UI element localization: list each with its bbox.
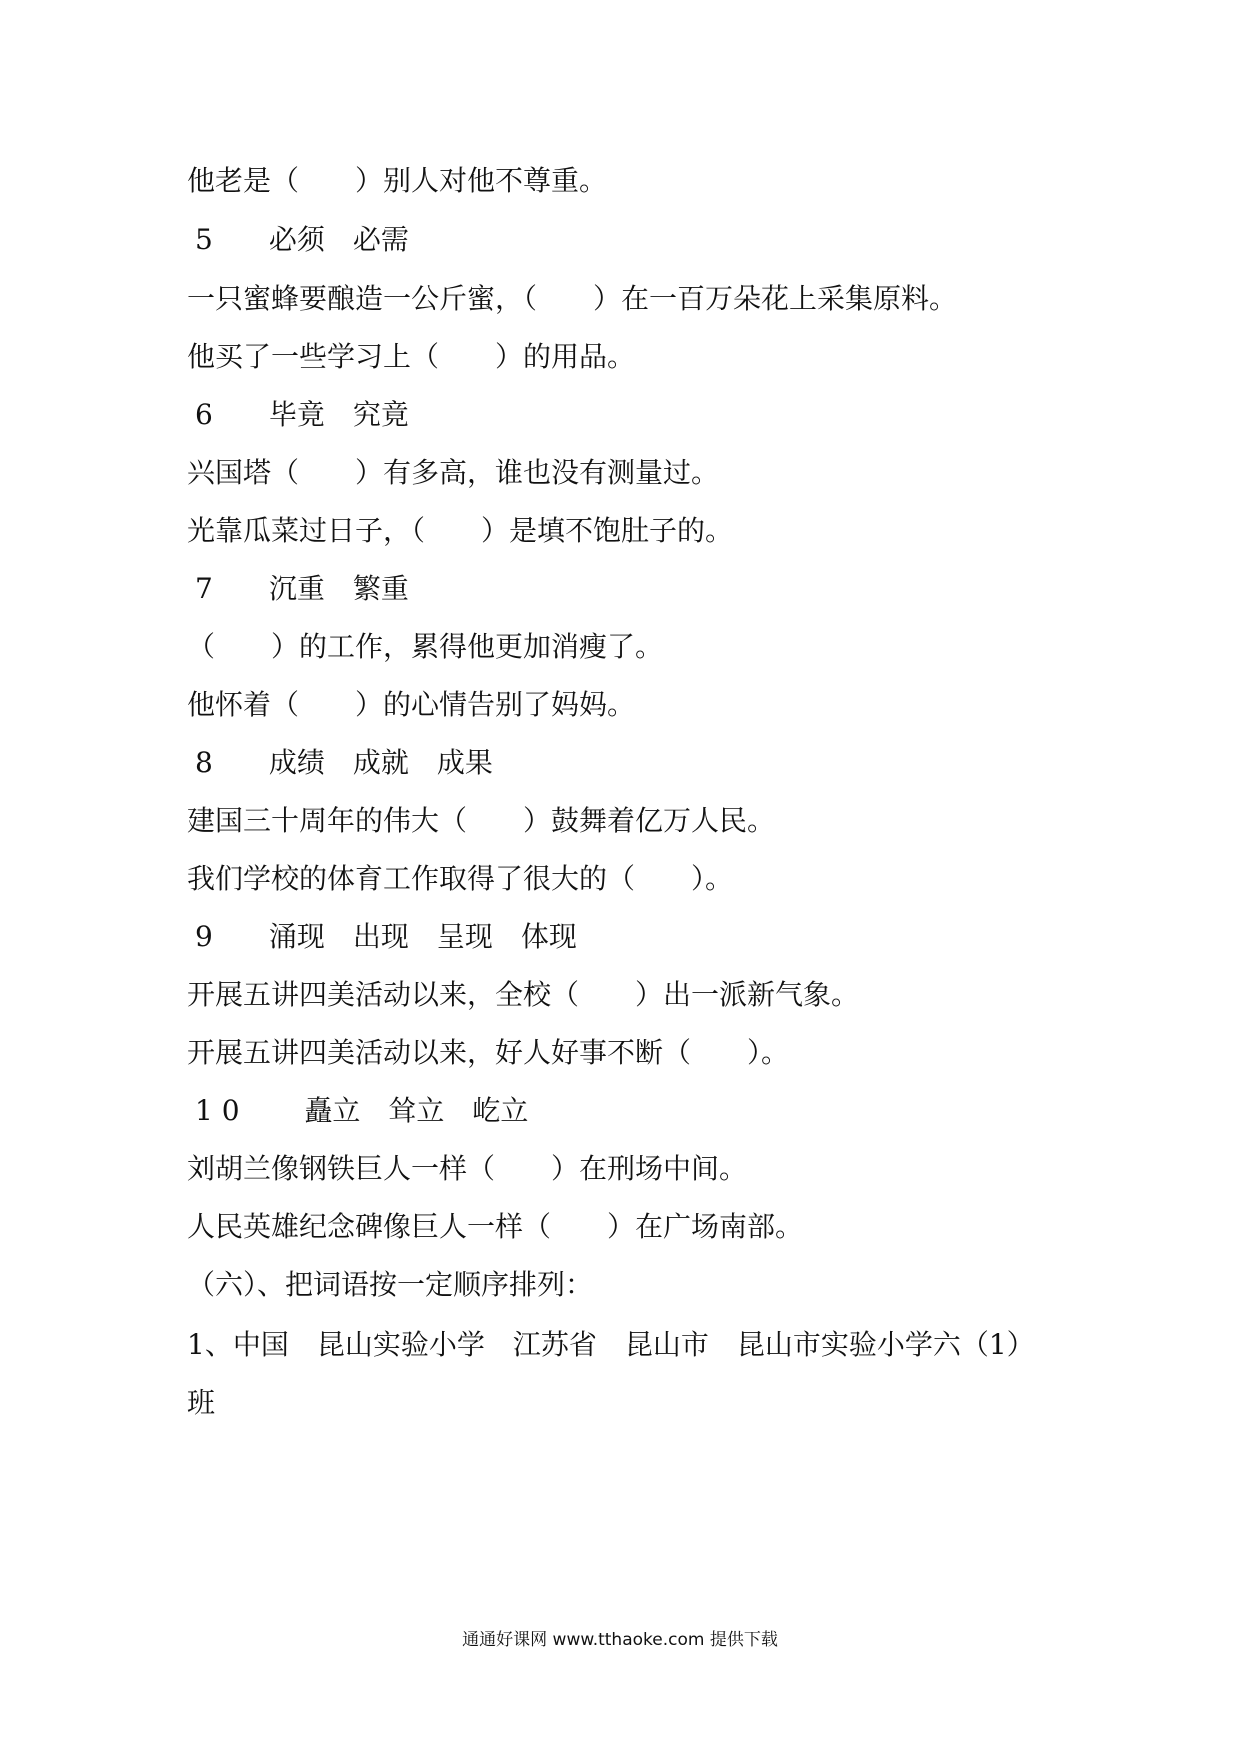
word-group-heading: 9 涌现 出现 呈现 体现 xyxy=(195,920,577,953)
sentence-line: 开展五讲四美活动以来，全校（ ）出一派新气象。 xyxy=(187,978,860,1011)
word-group-heading: 5 必须 必需 xyxy=(195,223,409,256)
sentence-line: 他老是（ ）别人对他不尊重。 xyxy=(187,164,608,197)
sentence-line: 开展五讲四美活动以来，好人好事不断（ ）。 xyxy=(187,1036,790,1069)
ordering-item: 1、中国 昆山实验小学 江苏省 昆山市 昆山市实验小学六（1） xyxy=(187,1328,1035,1361)
sentence-line: 建国三十周年的伟大（ ）鼓舞着亿万人民。 xyxy=(187,804,776,837)
sentence-line: 兴国塔（ ）有多高，谁也没有测量过。 xyxy=(187,456,720,489)
section-heading: （六）、把词语按一定顺序排列： xyxy=(187,1268,594,1301)
sentence-line: （ ）的工作，累得他更加消瘦了。 xyxy=(187,630,664,663)
sentence-line: 刘胡兰像钢铁巨人一样（ ）在刑场中间。 xyxy=(187,1152,748,1185)
word-group-heading: 7 沉重 繁重 xyxy=(195,572,409,605)
sentence-line: 光靠瓜菜过日子，（ ）是填不饱肚子的。 xyxy=(187,514,734,547)
sentence-line: 他买了一些学习上（ ）的用品。 xyxy=(187,340,636,373)
sentence-line: 我们学校的体育工作取得了很大的（ ）。 xyxy=(187,862,734,895)
footer-watermark: 通通好课网 www.tthaoke.com 提供下载 xyxy=(462,1630,778,1650)
word-group-heading: 8 成绩 成就 成果 xyxy=(195,746,493,779)
sentence-line: 一只蜜蜂要酿造一公斤蜜，（ ）在一百万朵花上采集原料。 xyxy=(187,282,958,315)
ordering-item-continuation: 班 xyxy=(187,1386,216,1419)
sentence-line: 他怀着（ ）的心情告别了妈妈。 xyxy=(187,688,636,721)
sentence-line: 人民英雄纪念碑像巨人一样（ ）在广场南部。 xyxy=(187,1210,804,1243)
word-group-heading: 1 0 矗立 耸立 屹立 xyxy=(195,1094,529,1127)
word-group-heading: 6 毕竟 究竟 xyxy=(195,398,409,431)
